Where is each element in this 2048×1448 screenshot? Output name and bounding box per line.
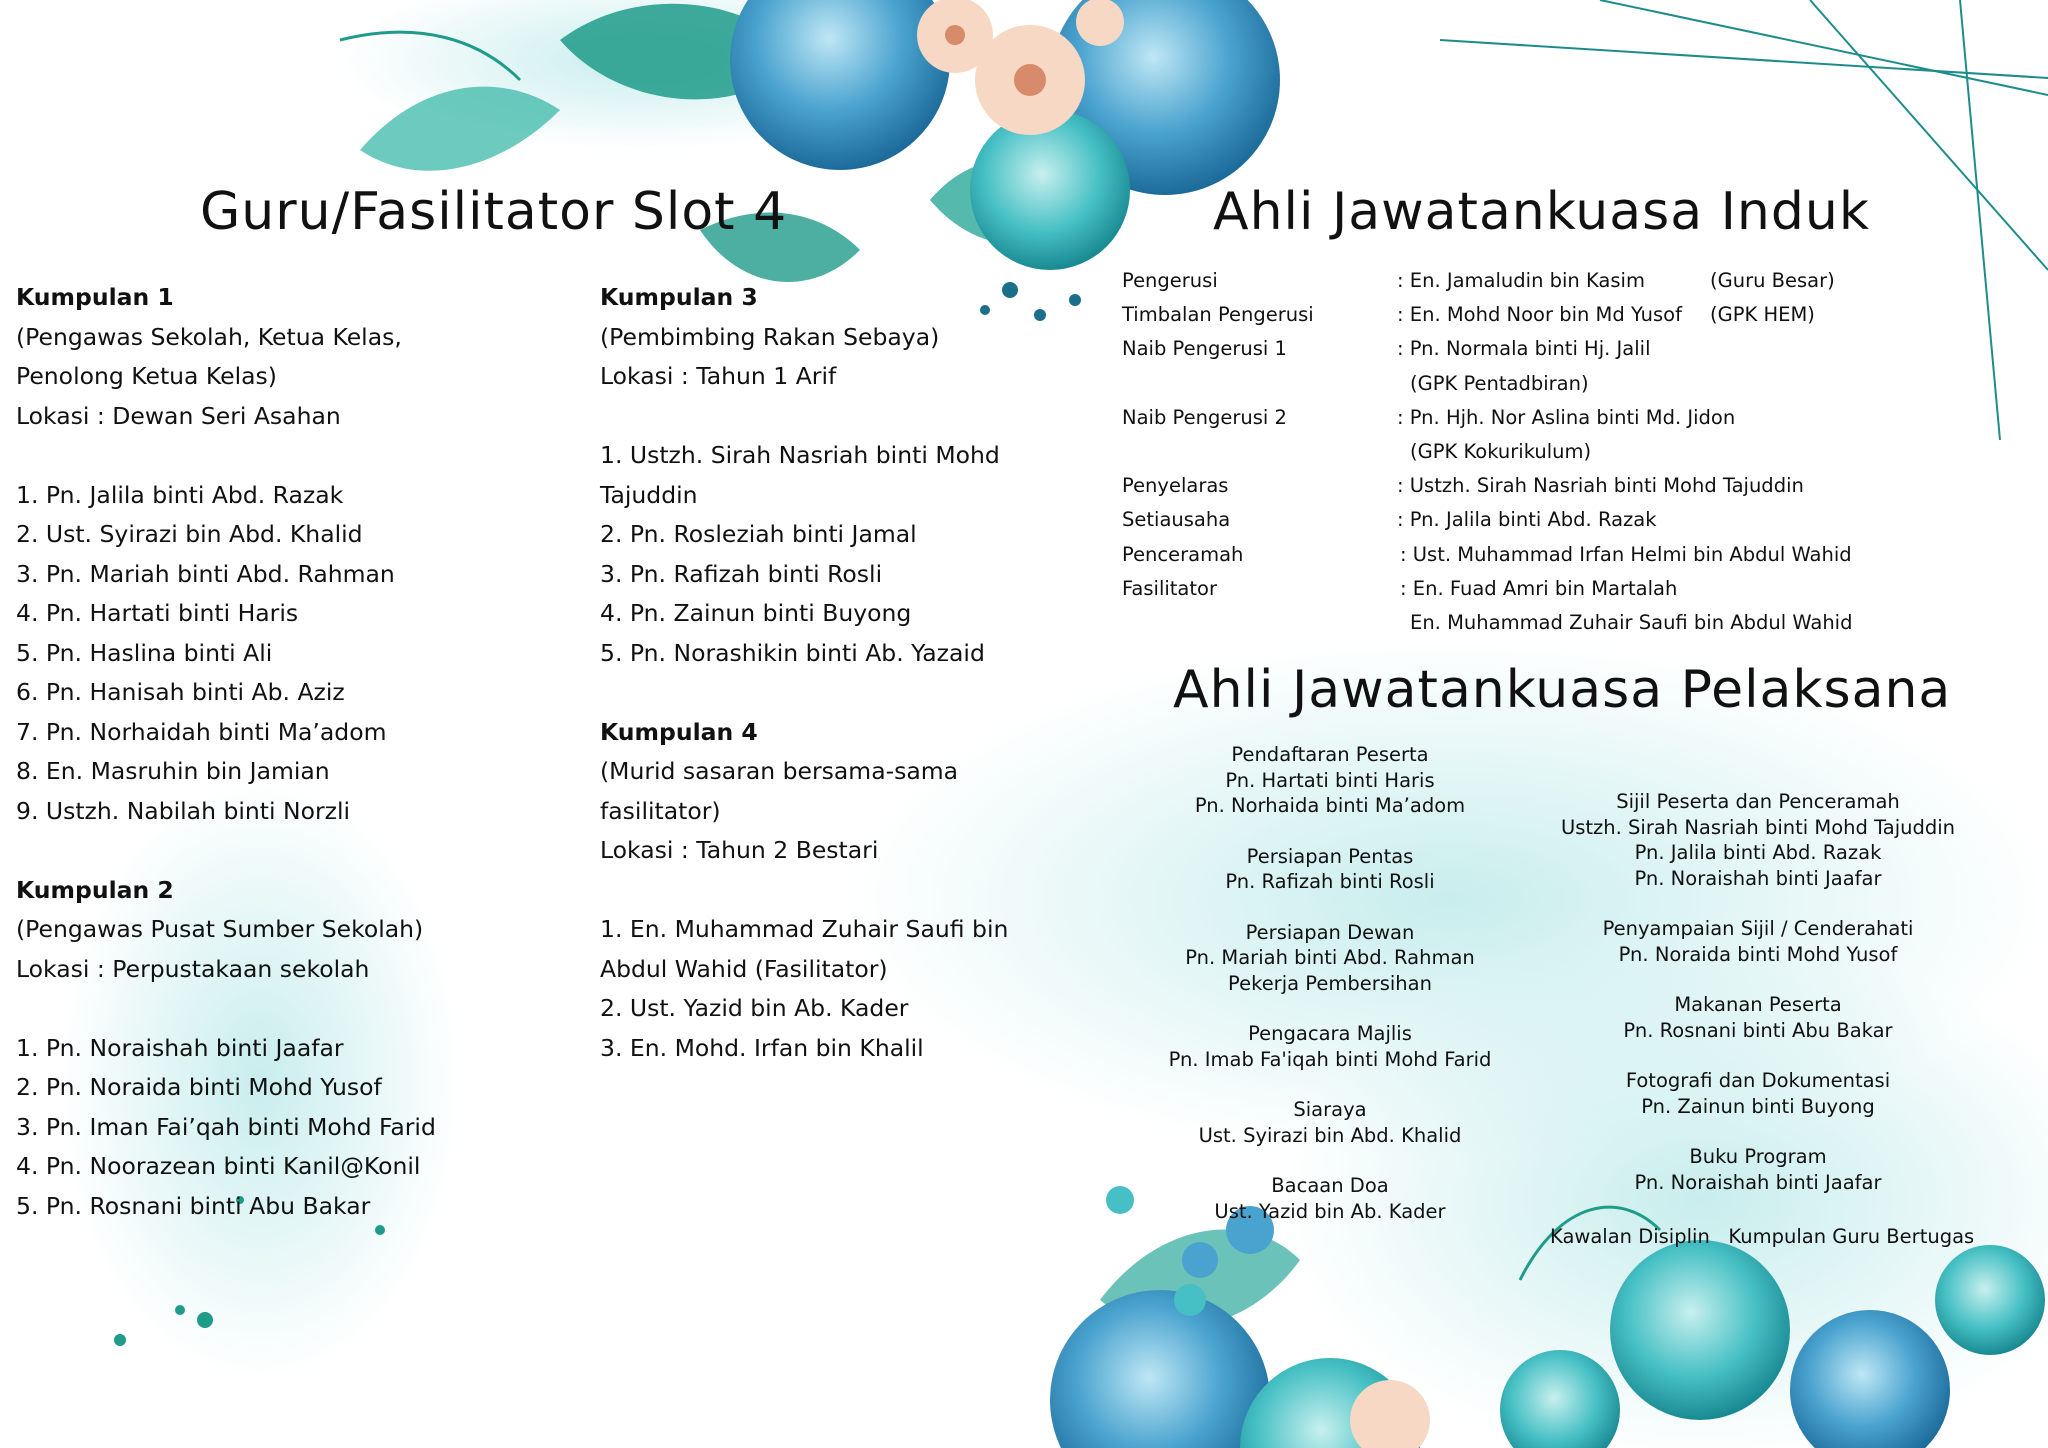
task-block bbox=[1530, 916, 1986, 967]
member-item: 4. Pn. Hartati binti Haris bbox=[16, 599, 299, 627]
column-left bbox=[16, 278, 436, 1226]
task-member: Pn. Zainun binti Buyong bbox=[1641, 1094, 1875, 1118]
member-item: 1. En. Muhammad Zuhair Saufi bin bbox=[600, 915, 1009, 943]
task-block bbox=[1530, 992, 1986, 1043]
group-desc-k3: (Pembimbing Rakan Sebaya) bbox=[600, 322, 940, 351]
task-member: Pekerja Pembersihan bbox=[1228, 971, 1432, 995]
induk-name: (GPK Pentadbiran) bbox=[1410, 371, 1589, 395]
induk-role: Naib Pengerusi 1 bbox=[1122, 337, 1287, 361]
induk-role: Setiausaha bbox=[1122, 508, 1231, 532]
left-title: Guru/Fasilitator Slot 4 bbox=[200, 182, 788, 242]
column-middle bbox=[600, 278, 1008, 1068]
member-item: 2. Ust. Syirazi bin Abd. Khalid bbox=[16, 520, 363, 548]
induk-name: En. Muhammad Zuhair Saufi bin Abdul Wahid bbox=[1410, 610, 1853, 634]
group-location-k1: Lokasi : Dewan Seri Asahan bbox=[16, 401, 341, 430]
induk-note: (Guru Besar) bbox=[1710, 269, 1835, 292]
task-title: Siaraya bbox=[1293, 1098, 1367, 1121]
induk-role: Naib Pengerusi 2 bbox=[1122, 405, 1287, 429]
task-title: Makanan Peserta bbox=[1674, 993, 1842, 1016]
member-item: 5. Pn. Norashikin binti Ab. Yazaid bbox=[600, 638, 985, 667]
induk-row bbox=[1122, 401, 2002, 435]
task-block bbox=[1130, 1173, 1530, 1224]
induk-name: : En. Fuad Amri bin Martalah bbox=[1400, 576, 1678, 600]
task-member: Ust. Yazid bin Ab. Kader bbox=[1214, 1199, 1446, 1223]
task-block bbox=[1130, 1097, 1530, 1148]
task-title: Persiapan Pentas bbox=[1246, 844, 1414, 868]
member-item: 3. Pn. Mariah binti Abd. Rahman bbox=[16, 559, 395, 588]
member-item: 2. Ust. Yazid bin Ab. Kader bbox=[600, 994, 909, 1022]
kawalan-disiplin bbox=[1550, 1224, 1990, 1250]
induk-role: Penyelaras bbox=[1122, 474, 1229, 498]
member-item: 4. Pn. Zainun binti Buyong bbox=[600, 599, 912, 627]
group-desc-k1: (Pengawas Sekolah, Ketua Kelas, bbox=[16, 322, 402, 351]
task-member: Pn. Noraida binti Mohd Yusof bbox=[1618, 942, 1898, 966]
task-block bbox=[1130, 742, 1530, 819]
group-title-k1: Kumpulan 1 bbox=[16, 283, 174, 311]
task-title: Sijil Peserta dan Penceramah bbox=[1616, 790, 1900, 813]
member-item: 9. Ustzh. Nabilah binti Norzli bbox=[16, 796, 351, 825]
group-desc-k4: fasilitator) bbox=[600, 796, 721, 825]
task-block bbox=[1130, 844, 1530, 895]
induk-note: (GPK HEM) bbox=[1710, 303, 1815, 327]
member-item: 7. Pn. Norhaidah binti Ma’adom bbox=[16, 717, 387, 746]
induk-name: : Pn. Jalila binti Abd. Razak bbox=[1397, 508, 1657, 532]
group-location-k3: Lokasi : Tahun 1 Arif bbox=[600, 362, 837, 390]
member-item: 5. Pn. Haslina binti Ali bbox=[16, 638, 273, 667]
member-item: 3. Pn. Iman Fai’qah binti Mohd Farid bbox=[16, 1112, 436, 1141]
group-location-k2: Lokasi : Perpustakaan sekolah bbox=[16, 954, 370, 983]
induk-row bbox=[1122, 572, 2002, 606]
induk-row bbox=[1122, 606, 2002, 640]
induk-name: : Pn. Normala binti Hj. Jalil bbox=[1397, 337, 1651, 361]
member-item: 6. Pn. Hanisah binti Ab. Aziz bbox=[16, 678, 345, 706]
group-location-k4: Lokasi : Tahun 2 Bestari bbox=[600, 836, 879, 864]
task-block bbox=[1530, 1068, 1986, 1119]
task-member: Ustzh. Sirah Nasriah binti Mohd Tajuddin bbox=[1560, 815, 1956, 839]
task-member: Pn. Jalila binti Abd. Razak bbox=[1634, 841, 1882, 864]
induk-name: : Ustzh. Sirah Nasriah binti Mohd Tajuddin bbox=[1397, 474, 1804, 498]
induk-row bbox=[1122, 367, 2002, 401]
task-title: Pengacara Majlis bbox=[1248, 1022, 1412, 1045]
member-item: 4. Pn. Noorazean binti Kanil@Konil bbox=[16, 1152, 421, 1180]
induk-row bbox=[1122, 298, 2002, 332]
task-title: Buku Program bbox=[1689, 1145, 1827, 1168]
group-desc-k4: (Murid sasaran bersama-sama bbox=[600, 757, 959, 785]
task-block bbox=[1130, 920, 1530, 997]
task-member: Pn. Rosnani binti Abu Bakar bbox=[1623, 1018, 1893, 1042]
induk-name: : En. Mohd Noor bin Md Yusof bbox=[1397, 303, 1682, 327]
member-item: 5. Pn. Rosnani binti Abu Bakar bbox=[16, 1191, 371, 1220]
task-title: Pendaftaran Peserta bbox=[1231, 743, 1429, 766]
member-item: 3. Pn. Rafizah binti Rosli bbox=[600, 559, 883, 588]
induk-name: (GPK Kokurikulum) bbox=[1410, 439, 1592, 463]
member-item: Tajuddin bbox=[600, 480, 698, 509]
member-item: 1. Ustzh. Sirah Nasriah binti Mohd bbox=[600, 441, 1000, 469]
induk-role: Pengerusi bbox=[1122, 269, 1218, 292]
task-title: Penyampaian Sijil / Cenderahati bbox=[1602, 917, 1914, 940]
member-item: 1. Pn. Jalila binti Abd. Razak bbox=[16, 480, 344, 509]
pelaksana-left bbox=[1130, 742, 1530, 1224]
group-desc-k1: Penolong Ketua Kelas) bbox=[16, 362, 277, 390]
task-member: Pn. Imab Fa'iqah binti Mohd Farid bbox=[1168, 1047, 1492, 1071]
pelaksana-right bbox=[1530, 789, 1986, 1195]
pelaksana-title: Ahli Jawatankuasa Pelaksana bbox=[1173, 660, 1952, 720]
group-desc-k2: (Pengawas Pusat Sumber Sekolah) bbox=[16, 915, 424, 943]
task-member: Pn. Norhaida binti Ma’adom bbox=[1194, 794, 1466, 817]
member-item: 3. En. Mohd. Irfan bin Khalil bbox=[600, 1033, 924, 1062]
induk-title: Ahli Jawatankuasa Induk bbox=[1213, 182, 1870, 242]
task-block bbox=[1530, 1144, 1986, 1195]
task-title: Persiapan Dewan bbox=[1245, 920, 1415, 944]
task-member: Pn. Noraishah binti Jaafar bbox=[1634, 866, 1882, 890]
member-item: Abdul Wahid (Fasilitator) bbox=[600, 954, 888, 983]
task-member: Pn. Noraishah binti Jaafar bbox=[1634, 1170, 1882, 1194]
induk-row bbox=[1122, 469, 2002, 503]
induk-role: Timbalan Pengerusi bbox=[1122, 303, 1314, 327]
induk-row bbox=[1122, 503, 2002, 537]
group-title-k2: Kumpulan 2 bbox=[16, 875, 174, 904]
induk-row bbox=[1122, 332, 2002, 366]
induk-row bbox=[1122, 538, 2002, 572]
induk-role: Fasilitator bbox=[1122, 576, 1217, 600]
task-title: Bacaan Doa bbox=[1271, 1174, 1389, 1197]
member-item: 8. En. Masruhin bin Jamian bbox=[16, 757, 330, 785]
induk-name: : Ust. Muhammad Irfan Helmi bin Abdul Wahid bbox=[1400, 542, 1852, 566]
kawalan-value: Kumpulan Guru Bertugas bbox=[1728, 1225, 1975, 1248]
group-title-k4: Kumpulan 4 bbox=[600, 717, 758, 746]
induk-role: Penceramah bbox=[1122, 542, 1244, 566]
induk-row bbox=[1122, 435, 2002, 469]
task-block bbox=[1130, 1021, 1530, 1072]
induk-row bbox=[1122, 264, 2002, 298]
task-title: Fotografi dan Dokumentasi bbox=[1625, 1069, 1891, 1092]
task-member: Pn. Mariah binti Abd. Rahman bbox=[1185, 946, 1475, 969]
member-item: 1. Pn. Noraishah binti Jaafar bbox=[16, 1033, 344, 1062]
task-block bbox=[1530, 789, 1986, 891]
kawalan-label: Kawalan Disiplin bbox=[1550, 1225, 1710, 1248]
induk-name: : En. Jamaludin bin Kasim bbox=[1397, 269, 1645, 292]
induk-name: : Pn. Hjh. Nor Aslina binti Md. Jidon bbox=[1397, 405, 1736, 429]
member-item: 2. Pn. Noraida binti Mohd Yusof bbox=[16, 1073, 382, 1101]
induk-table bbox=[1122, 264, 2002, 640]
member-item: 2. Pn. Rosleziah binti Jamal bbox=[600, 520, 917, 548]
group-title-k3: Kumpulan 3 bbox=[600, 283, 758, 311]
task-member: Ust. Syirazi bin Abd. Khalid bbox=[1198, 1123, 1462, 1147]
task-member: Pn. Rafizah binti Rosli bbox=[1225, 870, 1435, 893]
task-member: Pn. Hartati binti Haris bbox=[1225, 768, 1435, 792]
